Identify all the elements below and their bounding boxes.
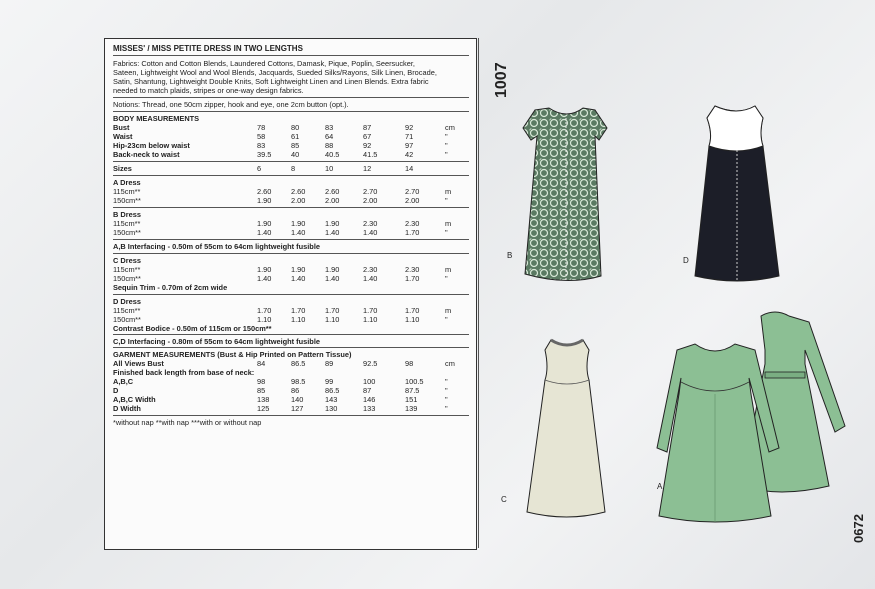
- unit-label: ": [445, 228, 448, 237]
- cell-value: 8: [291, 164, 296, 173]
- body-heading: BODY MEASUREMENTS: [113, 114, 200, 123]
- cell-value: 64: [325, 132, 334, 141]
- row-label: 150cm**: [113, 228, 141, 237]
- dress-label: D Dress: [113, 297, 141, 306]
- cell-value: 92: [405, 123, 414, 132]
- cell-value: 84: [257, 359, 266, 368]
- garment-heading: GARMENT MEASUREMENTS (Bust & Hip Printed on Pattern Tissue): [113, 350, 352, 359]
- cell-value: 1.90: [291, 219, 306, 228]
- view-label-a: A: [657, 482, 663, 491]
- row-label: 115cm**: [113, 219, 141, 228]
- cell-value: 1.10: [291, 315, 306, 324]
- unit-label: ": [445, 132, 448, 141]
- cell-value: 1.40: [291, 228, 306, 237]
- corner-number: 0672: [851, 514, 866, 543]
- row-label: 150cm**: [113, 196, 141, 205]
- dress-label: B Dress: [113, 210, 141, 219]
- fabrics-line: Sateen, Lightweight Wool and Wool Blends, Jacquards, Sueded Silks/Rayons, Silk Linen, Brocade,: [113, 68, 437, 77]
- cell-value: 1.10: [257, 315, 272, 324]
- cell-value: 1.70: [257, 306, 272, 315]
- cell-value: 42: [405, 150, 414, 159]
- divider: [113, 111, 469, 112]
- finished-label: Finished back length from base of neck:: [113, 368, 255, 377]
- cell-value: 125: [257, 404, 270, 413]
- row-label: Waist: [113, 132, 133, 141]
- cell-value: 97: [405, 141, 414, 150]
- cell-value: 1.90: [291, 265, 306, 274]
- divider: [113, 55, 469, 56]
- cell-value: 86: [291, 386, 300, 395]
- dress-label: C Dress: [113, 256, 141, 265]
- unit-label: cm: [445, 123, 455, 132]
- illustration-panel: [478, 38, 871, 548]
- unit-label: cm: [445, 359, 455, 368]
- cell-value: 100: [363, 377, 376, 386]
- cell-value: 143: [325, 395, 338, 404]
- cell-value: 98: [257, 377, 266, 386]
- cell-value: 92.5: [363, 359, 378, 368]
- cell-value: 14: [405, 164, 414, 173]
- cell-value: 1.10: [363, 315, 378, 324]
- fabrics-line: Satin, Shantung, Lightweight Double Knits, Soft Lightweight Linen and Linen Blends. Extra fabric: [113, 77, 429, 86]
- cell-value: 39.5: [257, 150, 272, 159]
- cell-value: 151: [405, 395, 418, 404]
- row-label: All Views Bust: [113, 359, 164, 368]
- unit-label: ": [445, 386, 448, 395]
- cell-value: 1.40: [257, 228, 272, 237]
- cell-value: 88: [325, 141, 334, 150]
- unit-label: m: [445, 306, 452, 315]
- cell-value: 71: [405, 132, 414, 141]
- cell-value: 2.60: [325, 187, 340, 196]
- cell-value: 1.40: [291, 274, 306, 283]
- cell-value: 2.30: [405, 219, 420, 228]
- cell-value: 67: [363, 132, 372, 141]
- dress-illustrations: [479, 38, 871, 548]
- cell-value: 89: [325, 359, 334, 368]
- cell-value: 2.00: [325, 196, 340, 205]
- divider: [113, 207, 469, 208]
- cell-value: 2.30: [363, 219, 378, 228]
- divider: [113, 253, 469, 254]
- row-label: D Width: [113, 404, 141, 413]
- cell-value: 1.70: [291, 306, 306, 315]
- cell-value: 12: [363, 164, 372, 173]
- cell-value: 83: [257, 141, 266, 150]
- cell-value: 2.60: [291, 187, 306, 196]
- cell-value: 2.00: [405, 196, 420, 205]
- row-label: D: [113, 386, 119, 395]
- contrast-line: Contrast Bodice - 0.50m of 115cm or 150cm**: [113, 324, 272, 333]
- view-label-b: B: [507, 251, 513, 260]
- cell-value: 133: [363, 404, 376, 413]
- cell-value: 130: [325, 404, 338, 413]
- cell-value: 1.90: [257, 265, 272, 274]
- cell-value: 1.90: [257, 219, 272, 228]
- cell-value: 85: [257, 386, 266, 395]
- cell-value: 146: [363, 395, 376, 404]
- cell-value: 1.70: [405, 274, 420, 283]
- fabrics-line: needed to match plaids, stripes or one-way design fabrics.: [113, 86, 304, 95]
- cell-value: 127: [291, 404, 304, 413]
- cell-value: 2.70: [405, 187, 420, 196]
- cell-value: 139: [405, 404, 418, 413]
- row-label: 115cm**: [113, 306, 141, 315]
- row-label: 115cm**: [113, 187, 141, 196]
- cell-value: 2.60: [257, 187, 272, 196]
- cell-value: 1.10: [325, 315, 340, 324]
- cell-value: 1.40: [363, 274, 378, 283]
- unit-label: ": [445, 395, 448, 404]
- unit-label: ": [445, 150, 448, 159]
- cell-value: 1.40: [363, 228, 378, 237]
- cell-value: 1.90: [257, 196, 272, 205]
- unit-label: m: [445, 219, 452, 228]
- view-b-dress: [523, 108, 607, 281]
- cell-value: 83: [325, 123, 334, 132]
- view-label-c: C: [501, 495, 507, 504]
- row-label: A,B,C: [113, 377, 134, 386]
- cell-value: 80: [291, 123, 300, 132]
- row-label: Back-neck to waist: [113, 150, 180, 159]
- cell-value: 140: [291, 395, 304, 404]
- cell-value: 87: [363, 123, 372, 132]
- row-label: Hip-23cm below waist: [113, 141, 190, 150]
- divider: [113, 415, 469, 416]
- footnote: *without nap **with nap ***with or without nap: [113, 418, 262, 427]
- cell-value: 98.5: [291, 377, 306, 386]
- cell-value: 100.5: [405, 377, 424, 386]
- pattern-number: 1007: [493, 62, 510, 98]
- row-label: 150cm**: [113, 274, 141, 283]
- cell-value: 2.00: [291, 196, 306, 205]
- cell-value: 1.70: [363, 306, 378, 315]
- cell-value: 2.30: [363, 265, 378, 274]
- cell-value: 138: [257, 395, 270, 404]
- unit-label: ": [445, 274, 448, 283]
- row-label: 150cm**: [113, 315, 141, 324]
- cell-value: 41.5: [363, 150, 378, 159]
- instruction-sheet: [104, 38, 477, 550]
- divider: [113, 347, 469, 348]
- view-c-dress: [527, 340, 605, 517]
- divider: [113, 239, 469, 240]
- cell-value: 78: [257, 123, 266, 132]
- unit-label: ": [445, 404, 448, 413]
- unit-label: ": [445, 141, 448, 150]
- unit-label: m: [445, 187, 452, 196]
- unit-label: m: [445, 265, 452, 274]
- interfacing-line: C,D Interfacing - 0.80m of 55cm to 64cm lightweight fusible: [113, 337, 320, 346]
- row-label: Bust: [113, 123, 130, 132]
- cell-value: 1.40: [257, 274, 272, 283]
- divider: [113, 97, 469, 98]
- cell-value: 40.5: [325, 150, 340, 159]
- cell-value: 2.30: [405, 265, 420, 274]
- row-label: A,B,C Width: [113, 395, 156, 404]
- cell-value: 10: [325, 164, 334, 173]
- cell-value: 1.70: [405, 306, 420, 315]
- cell-value: 6: [257, 164, 262, 173]
- notions-line: Notions: Thread, one 50cm zipper, hook and eye, one 2cm button (opt.).: [113, 100, 349, 109]
- cell-value: 1.40: [325, 228, 340, 237]
- dress-label: A Dress: [113, 178, 141, 187]
- unit-label: ": [445, 315, 448, 324]
- cell-value: 86.5: [325, 386, 340, 395]
- unit-label: ": [445, 196, 448, 205]
- cell-value: 1.10: [405, 315, 420, 324]
- cell-value: 1.70: [325, 306, 340, 315]
- divider: [113, 294, 469, 295]
- cell-value: 86.5: [291, 359, 306, 368]
- sequin-line: Sequin Trim - 0.70m of 2cm wide: [113, 283, 228, 292]
- interfacing-line: A,B Interfacing - 0.50m of 55cm to 64cm lightweight fusible: [113, 242, 320, 251]
- cell-value: 85: [291, 141, 300, 150]
- row-label: 115cm**: [113, 265, 141, 274]
- cell-value: 1.40: [325, 274, 340, 283]
- cell-value: 1.70: [405, 228, 420, 237]
- divider: [113, 175, 469, 176]
- cell-value: 1.90: [325, 265, 340, 274]
- view-d-dress: [695, 106, 779, 281]
- unit-label: ": [445, 377, 448, 386]
- row-label: Sizes: [113, 164, 132, 173]
- cell-value: 92: [363, 141, 372, 150]
- cell-value: 40: [291, 150, 300, 159]
- cell-value: 58: [257, 132, 266, 141]
- sheet-title: MISSES' / MISS PETITE DRESS IN TWO LENGTHS: [113, 44, 303, 53]
- cell-value: 61: [291, 132, 300, 141]
- view-label-d: D: [683, 256, 689, 265]
- cell-value: 2.70: [363, 187, 378, 196]
- cell-value: 2.00: [363, 196, 378, 205]
- cell-value: 98: [405, 359, 414, 368]
- cell-value: 99: [325, 377, 334, 386]
- cell-value: 1.90: [325, 219, 340, 228]
- divider: [113, 334, 469, 335]
- cell-value: 87.5: [405, 386, 420, 395]
- cell-value: 87: [363, 386, 372, 395]
- fabrics-line: Fabrics: Cotton and Cotton Blends, Laundered Cottons, Damask, Pique, Poplin, Seersucker,: [113, 59, 415, 68]
- divider: [113, 161, 469, 162]
